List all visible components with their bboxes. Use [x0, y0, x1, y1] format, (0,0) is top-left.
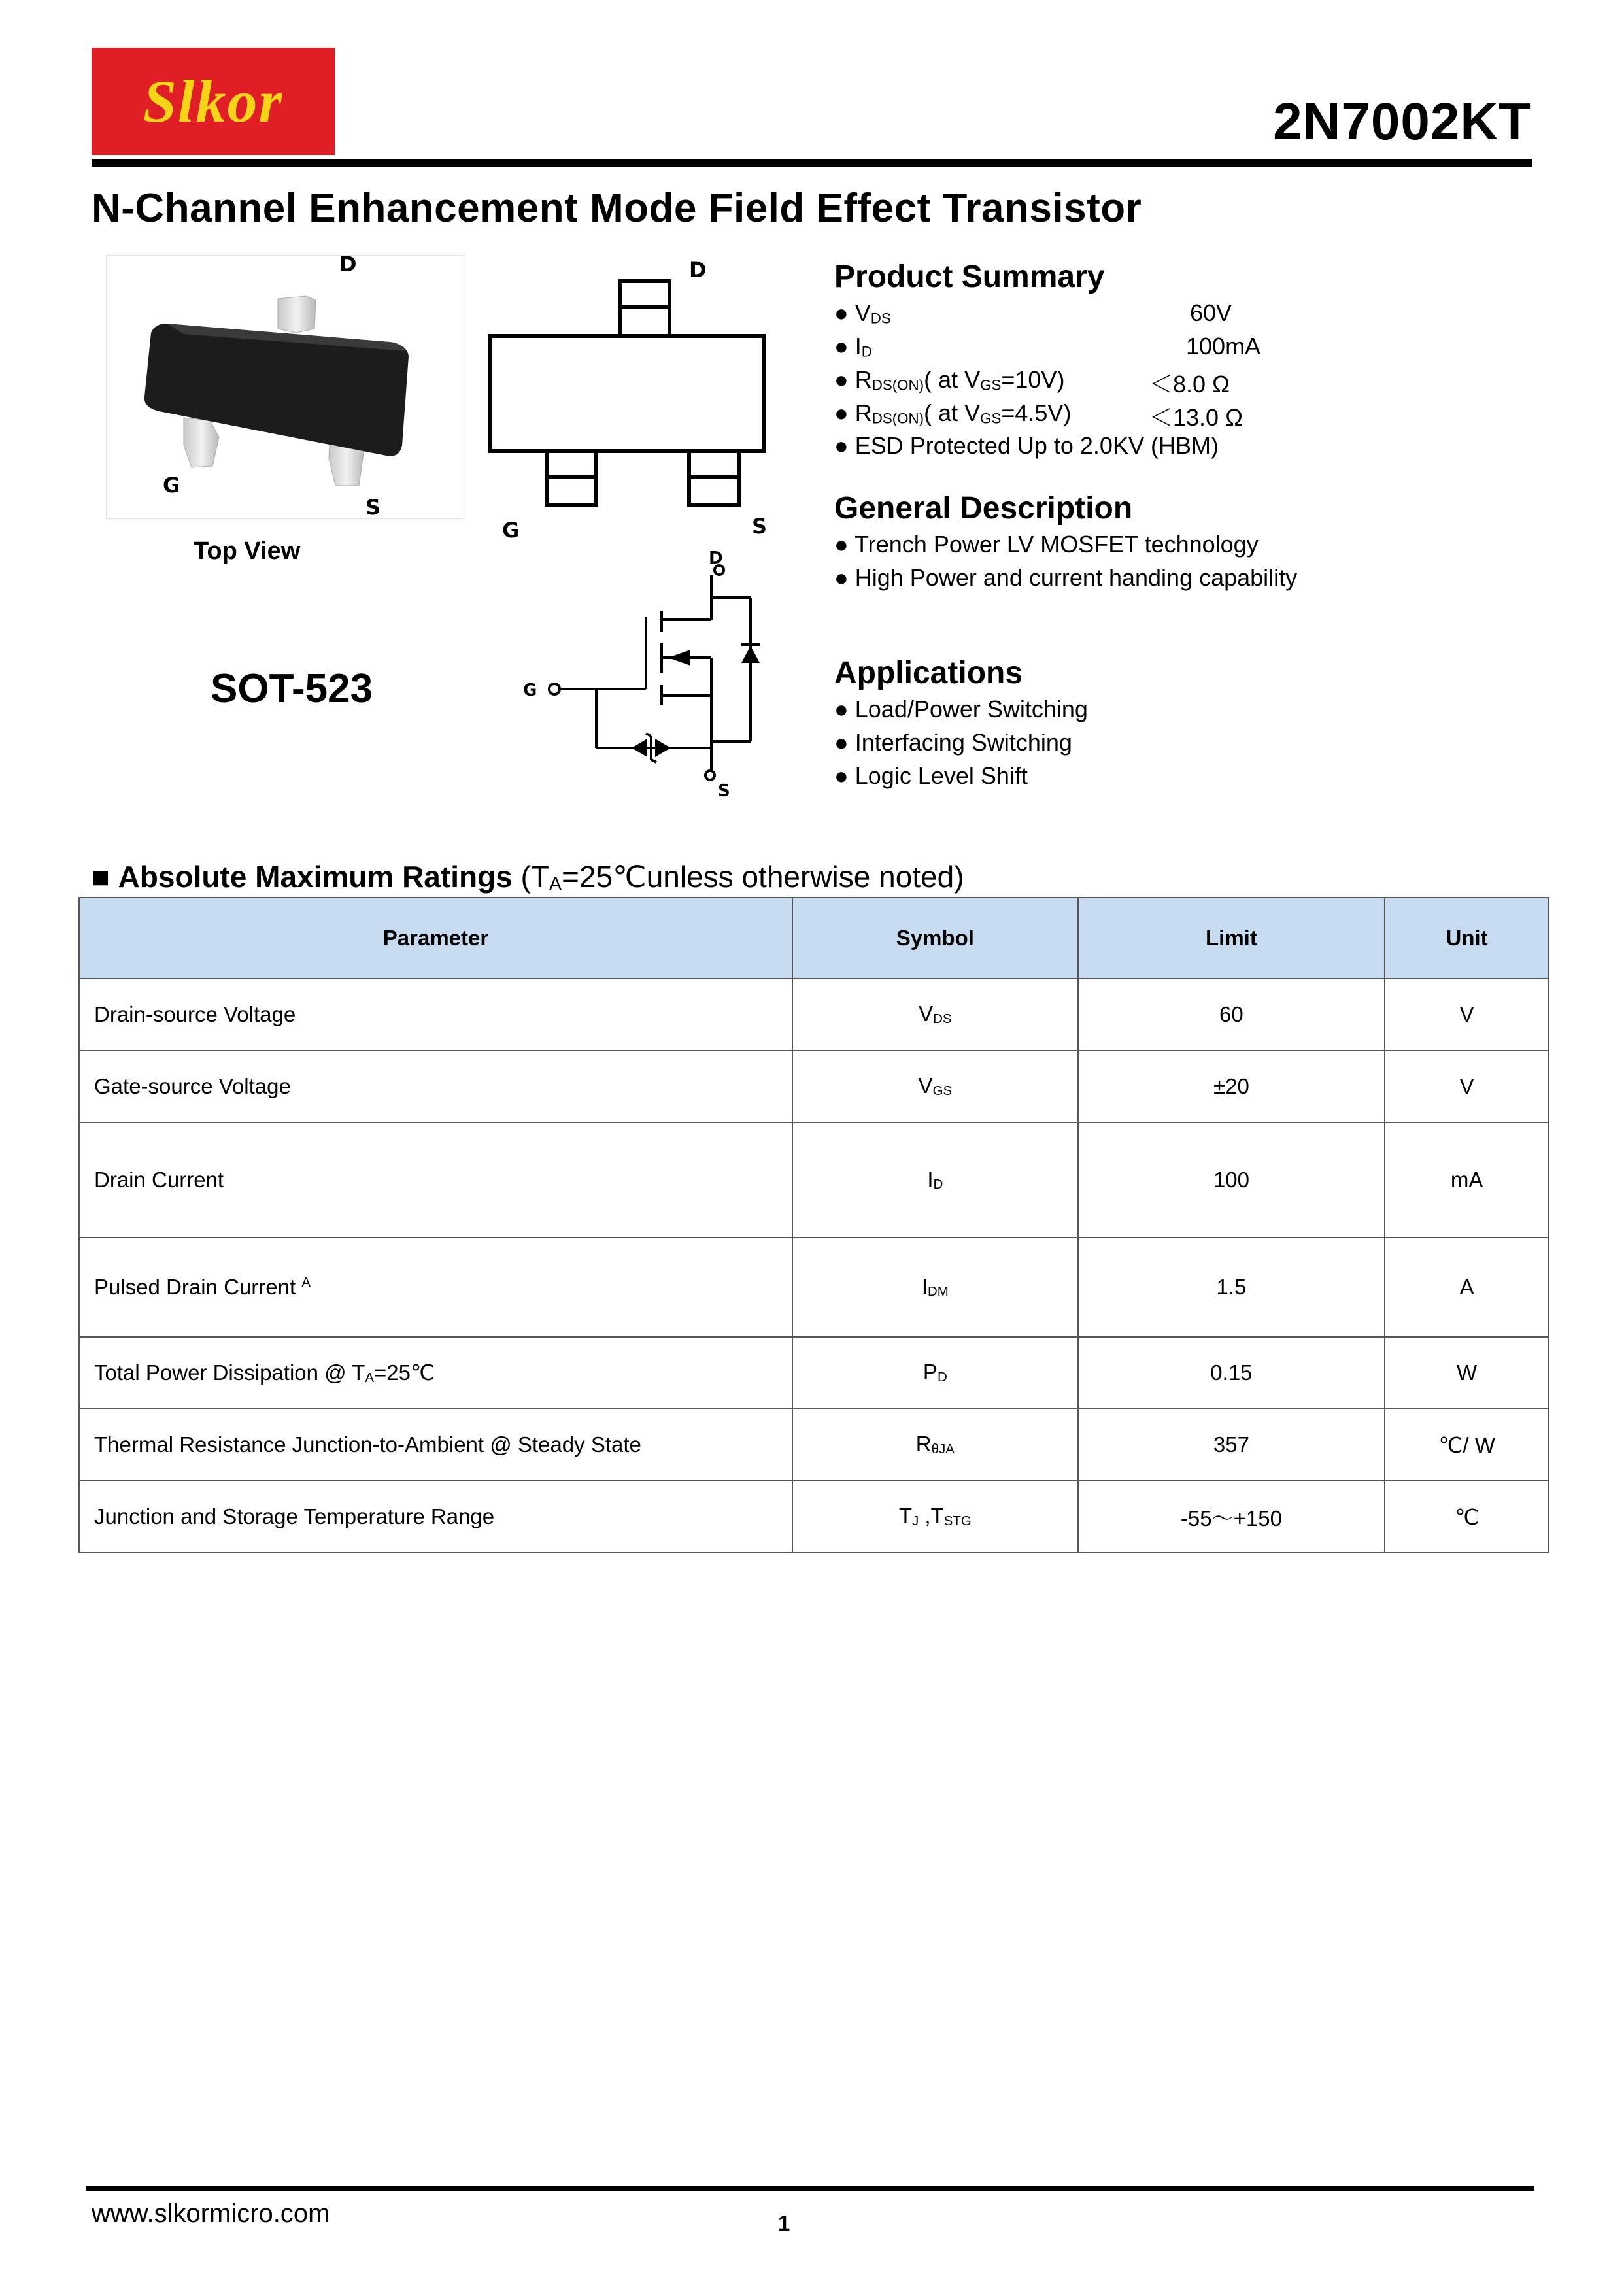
cell-symbol: $T_J$ $,T_{STG}$ [792, 1481, 1078, 1553]
cell-unit: A [1385, 1238, 1549, 1337]
column-header-parameter: Parameter [79, 898, 792, 979]
table-row [79, 1481, 1549, 1553]
table-row [79, 1409, 1549, 1481]
table-row [79, 1238, 1549, 1337]
column-header-unit: Unit [1385, 898, 1549, 979]
general-description-heading: General Description [834, 491, 1133, 526]
cell-symbol: $I_D$ [792, 1122, 1078, 1238]
company-logo [92, 48, 335, 155]
summary-item-rdson-10v: ● $R_{DS(ON)}$( at $V_{GS}=10V$) ＜8.0 Ω [834, 366, 1230, 397]
cell-parameter: Drain Current [79, 1122, 792, 1238]
cell-parameter: Pulsed Drain Current $^A$ [79, 1238, 792, 1337]
cell-symbol: $V_{GS}$ [792, 1051, 1078, 1122]
table-row [79, 1051, 1549, 1122]
summary-item-id: ● $I_D$ 100mA [834, 333, 1261, 360]
cell-limit: 357 [1078, 1409, 1385, 1481]
table-row [79, 1337, 1549, 1409]
application-item: ● Load/Power Switching [834, 696, 1088, 722]
photo-source-label: S [365, 495, 381, 518]
summary-item-rdson-4v5: ● $R_{DS(ON)}$( at $V_{GS}=4.5V$) ＜13.0 Ω [834, 399, 1243, 431]
table-row [79, 1122, 1549, 1238]
cell-symbol: $P_D$ [792, 1337, 1078, 1409]
cell-parameter: Total Power Dissipation @ $T_A=25℃$ [79, 1337, 792, 1409]
table-header-row [79, 898, 1549, 979]
cell-symbol: $V_{DS}$ [792, 979, 1078, 1051]
cell-unit: ℃/ W [1385, 1409, 1549, 1481]
part-number: 2N7002KT [1273, 92, 1531, 150]
logo-text: Slkor [143, 68, 284, 135]
footer-website[interactable]: www.slkormicro.com [92, 2199, 330, 2228]
cell-parameter: Drain-source Voltage [79, 979, 792, 1051]
document-title: N-Channel Enhancement Mode Field Effect Transistor [92, 186, 1142, 231]
cell-symbol: $R_{\theta JA}$ [792, 1409, 1078, 1481]
cell-parameter: Thermal Resistance Junction-to-Ambient @ Steady State [79, 1409, 792, 1481]
column-header-symbol: Symbol [792, 898, 1078, 979]
cell-unit: V [1385, 979, 1549, 1051]
photo-drain-label: D [339, 256, 357, 277]
summary-item-vds: ● $V_{DS}$ 60V [834, 299, 1232, 327]
cell-unit: W [1385, 1337, 1549, 1409]
outline-gate-label: G [502, 518, 520, 543]
cell-limit: 100 [1078, 1122, 1385, 1238]
table-row [79, 979, 1549, 1051]
cell-parameter: Junction and Storage Temperature Range [79, 1481, 792, 1553]
cell-unit: mA [1385, 1122, 1549, 1238]
cell-parameter: Gate-source Voltage [79, 1051, 792, 1122]
application-item: ● Interfacing Switching [834, 729, 1072, 756]
product-summary-heading: Product Summary [834, 260, 1105, 294]
ratings-section-title: ■ Absolute Maximum Ratings ($T_A=25℃unless$ otherwise noted) [92, 860, 964, 895]
applications-heading: Applications [834, 656, 1023, 690]
column-header-limit: Limit [1078, 898, 1385, 979]
application-item: ● Logic Level Shift [834, 762, 1028, 789]
cell-limit: 0.15 [1078, 1337, 1385, 1409]
description-item: ● High Power and current handing capability [834, 564, 1298, 591]
outline-source-label: S [752, 514, 768, 539]
symbol-source-label: S [718, 781, 730, 800]
cell-limit: 1.5 [1078, 1238, 1385, 1337]
symbol-gate-label: G [523, 681, 537, 700]
symbol-drain-label: D [709, 548, 723, 568]
description-item: ● Trench Power LV MOSFET technology [834, 531, 1259, 558]
absolute-maximum-ratings-table [78, 897, 1549, 1553]
cell-limit: -55～+150 [1078, 1481, 1385, 1553]
cell-unit: V [1385, 1051, 1549, 1122]
header-rule [92, 159, 1532, 167]
package-name: SOT-523 [211, 666, 373, 711]
cell-symbol: $I_{DM}$ [792, 1238, 1078, 1337]
summary-item-esd: ● ESD Protected Up to 2.0KV (HBM) [834, 432, 1219, 459]
footer-rule [86, 2186, 1534, 2191]
cell-limit: ±20 [1078, 1051, 1385, 1122]
cell-limit: 60 [1078, 979, 1385, 1051]
top-view-label: Top View [194, 537, 301, 565]
package-photo [106, 255, 465, 519]
mosfet-schematic-symbol [497, 545, 771, 800]
package-outline-diagram [476, 255, 816, 549]
cell-unit: ℃ [1385, 1481, 1549, 1553]
outline-drain-label: D [689, 258, 707, 282]
photo-gate-label: G [163, 473, 180, 498]
page-number: 1 [778, 2211, 790, 2235]
